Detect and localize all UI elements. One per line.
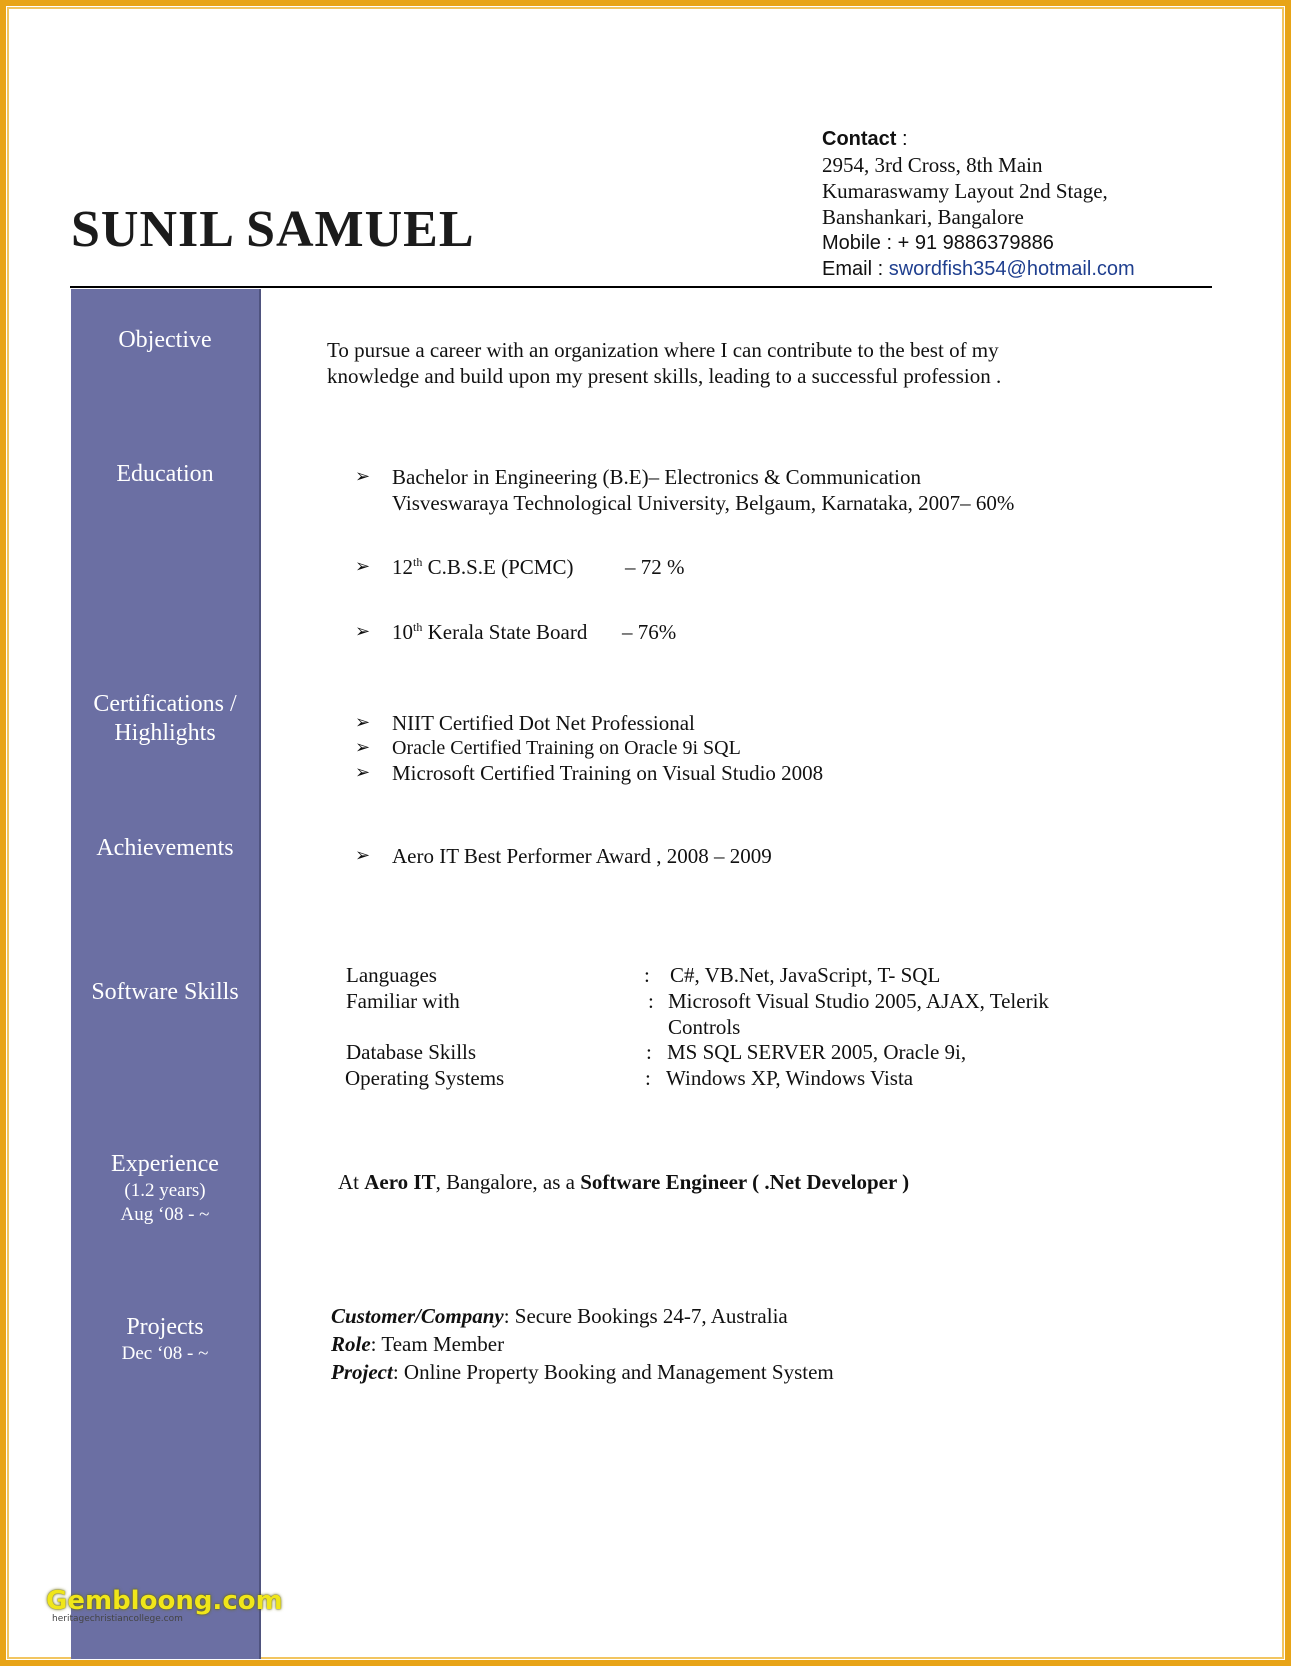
project-customer-value: : Secure Bookings 24-7, Australia bbox=[503, 1304, 788, 1328]
bullet-arrow-icon: ➢ bbox=[355, 556, 371, 576]
objective-text bbox=[327, 337, 1001, 389]
contact-label: Contact bbox=[822, 128, 897, 150]
section-label-experience bbox=[71, 1150, 259, 1227]
skill-value-familiar-line-2: Controls bbox=[668, 1015, 741, 1039]
skill-value-database: MS SQL SERVER 2005, Oracle 9i, bbox=[667, 1040, 967, 1064]
twelfth-suffix: th bbox=[413, 555, 423, 569]
email-separator: : bbox=[877, 258, 884, 280]
skill-colon: : bbox=[648, 989, 654, 1013]
objective-line-1: To pursue a career with an organization where I can contribute to the best of my bbox=[327, 338, 999, 362]
certification-item: Microsoft Certified Training on Visual Studio 2008 bbox=[392, 761, 824, 785]
projects-title: Projects bbox=[126, 1314, 204, 1340]
section-label-certifications-line2: Highlights bbox=[114, 720, 216, 746]
bullet-arrow-icon: ➢ bbox=[355, 712, 371, 732]
project-role-value: : Team Member bbox=[370, 1332, 505, 1356]
skill-label-languages: Languages bbox=[346, 963, 437, 987]
skill-value-languages: C#, VB.Net, JavaScript, T- SQL bbox=[670, 963, 941, 987]
experience-dates: Aug ‘08 - ~ bbox=[120, 1204, 210, 1225]
section-label-education: Education bbox=[116, 461, 214, 487]
twelfth-board: C.B.S.E (PCMC) bbox=[422, 555, 574, 579]
project-role-row bbox=[331, 1330, 834, 1358]
experience-title: Experience bbox=[111, 1151, 219, 1177]
twelfth-number: 12 bbox=[392, 555, 413, 579]
project-name-value: : Online Property Booking and Management System bbox=[392, 1360, 834, 1384]
section-label-achievements: Achievements bbox=[96, 835, 234, 861]
section-sidebar bbox=[71, 289, 261, 1659]
skill-label-familiar: Familiar with bbox=[346, 989, 460, 1013]
skill-colon: : bbox=[645, 1066, 651, 1090]
objective-line-2: knowledge and build upon my present skills, leading to a successful profession . bbox=[327, 364, 1002, 388]
achievement-item: Aero IT Best Performer Award , 2008 – 2009 bbox=[392, 844, 772, 868]
section-label-certifications bbox=[71, 690, 259, 748]
project-details bbox=[331, 1302, 834, 1386]
experience-description bbox=[338, 1169, 909, 1195]
address-line-3: Banshankari, Bangalore bbox=[822, 205, 1024, 229]
experience-years: (1.2 years) bbox=[124, 1180, 206, 1201]
skill-value-os: Windows XP, Windows Vista bbox=[666, 1066, 914, 1090]
education-twelfth bbox=[392, 554, 573, 580]
project-name-label: Project bbox=[331, 1360, 393, 1384]
experience-location: , Bangalore, as a bbox=[435, 1170, 581, 1194]
skill-colon: : bbox=[644, 963, 650, 987]
section-label-projects bbox=[71, 1313, 259, 1366]
project-role-label: Role bbox=[331, 1332, 371, 1356]
bullet-arrow-icon: ➢ bbox=[355, 621, 371, 641]
tenth-number: 10 bbox=[392, 620, 413, 644]
project-customer-label: Customer/Company bbox=[331, 1304, 504, 1328]
certification-item: Oracle Certified Training on Oracle 9i SQL bbox=[392, 737, 741, 759]
section-label-objective: Objective bbox=[118, 327, 212, 353]
skill-colon: : bbox=[646, 1040, 652, 1064]
bullet-arrow-icon: ➢ bbox=[355, 762, 371, 782]
email-line bbox=[822, 256, 1135, 282]
candidate-name: SUNIL SAMUEL bbox=[71, 201, 475, 258]
skill-value-familiar-line-1: Microsoft Visual Studio 2005, AJAX, Telerik bbox=[668, 989, 1049, 1013]
skill-value-familiar bbox=[668, 988, 1049, 1040]
project-name-row bbox=[331, 1358, 834, 1386]
mobile-line: Mobile : + 91 9886379886 bbox=[822, 232, 1054, 254]
education-degree-line-2: Visveswaraya Technological University, Belgaum, Karnataka, 2007– 60% bbox=[392, 491, 1015, 515]
watermark-logo: Gembloong.com bbox=[46, 1586, 283, 1616]
education-tenth bbox=[392, 619, 587, 645]
contact-heading bbox=[822, 126, 1135, 152]
twelfth-score: – 72 % bbox=[625, 555, 685, 579]
address-line-1: 2954, 3rd Cross, 8th Main bbox=[822, 153, 1043, 177]
education-degree bbox=[392, 464, 1014, 516]
email-label: Email bbox=[822, 258, 873, 280]
project-customer-row bbox=[331, 1302, 834, 1330]
bullet-arrow-icon: ➢ bbox=[355, 737, 371, 757]
experience-company: Aero IT bbox=[364, 1170, 436, 1194]
contact-colon: : bbox=[902, 128, 908, 150]
header-divider bbox=[70, 286, 1212, 288]
experience-at: At bbox=[338, 1170, 365, 1194]
certification-item: NIIT Certified Dot Net Professional bbox=[392, 711, 695, 735]
address-line-2: Kumaraswamy Layout 2nd Stage, bbox=[822, 179, 1108, 203]
education-degree-line-1: Bachelor in Engineering (B.E)– Electronics & Communication bbox=[392, 465, 921, 489]
section-label-software-skills: Software Skills bbox=[91, 979, 239, 1005]
watermark-subtext: heritagechristiancollege.com bbox=[52, 1614, 183, 1624]
tenth-suffix: th bbox=[413, 620, 423, 634]
contact-block bbox=[822, 126, 1135, 282]
email-link[interactable]: swordfish354@hotmail.com bbox=[888, 258, 1135, 280]
skill-label-database: Database Skills bbox=[346, 1040, 477, 1064]
bullet-arrow-icon: ➢ bbox=[355, 845, 371, 865]
tenth-score: – 76% bbox=[622, 620, 677, 644]
tenth-board: Kerala State Board bbox=[422, 620, 588, 644]
projects-dates: Dec ‘08 - ~ bbox=[121, 1343, 209, 1364]
section-label-certifications-line1: Certifications / bbox=[93, 691, 237, 717]
skill-label-os: Operating Systems bbox=[345, 1066, 505, 1090]
experience-role: Software Engineer ( .Net Developer ) bbox=[580, 1170, 910, 1194]
bullet-arrow-icon: ➢ bbox=[355, 466, 371, 486]
